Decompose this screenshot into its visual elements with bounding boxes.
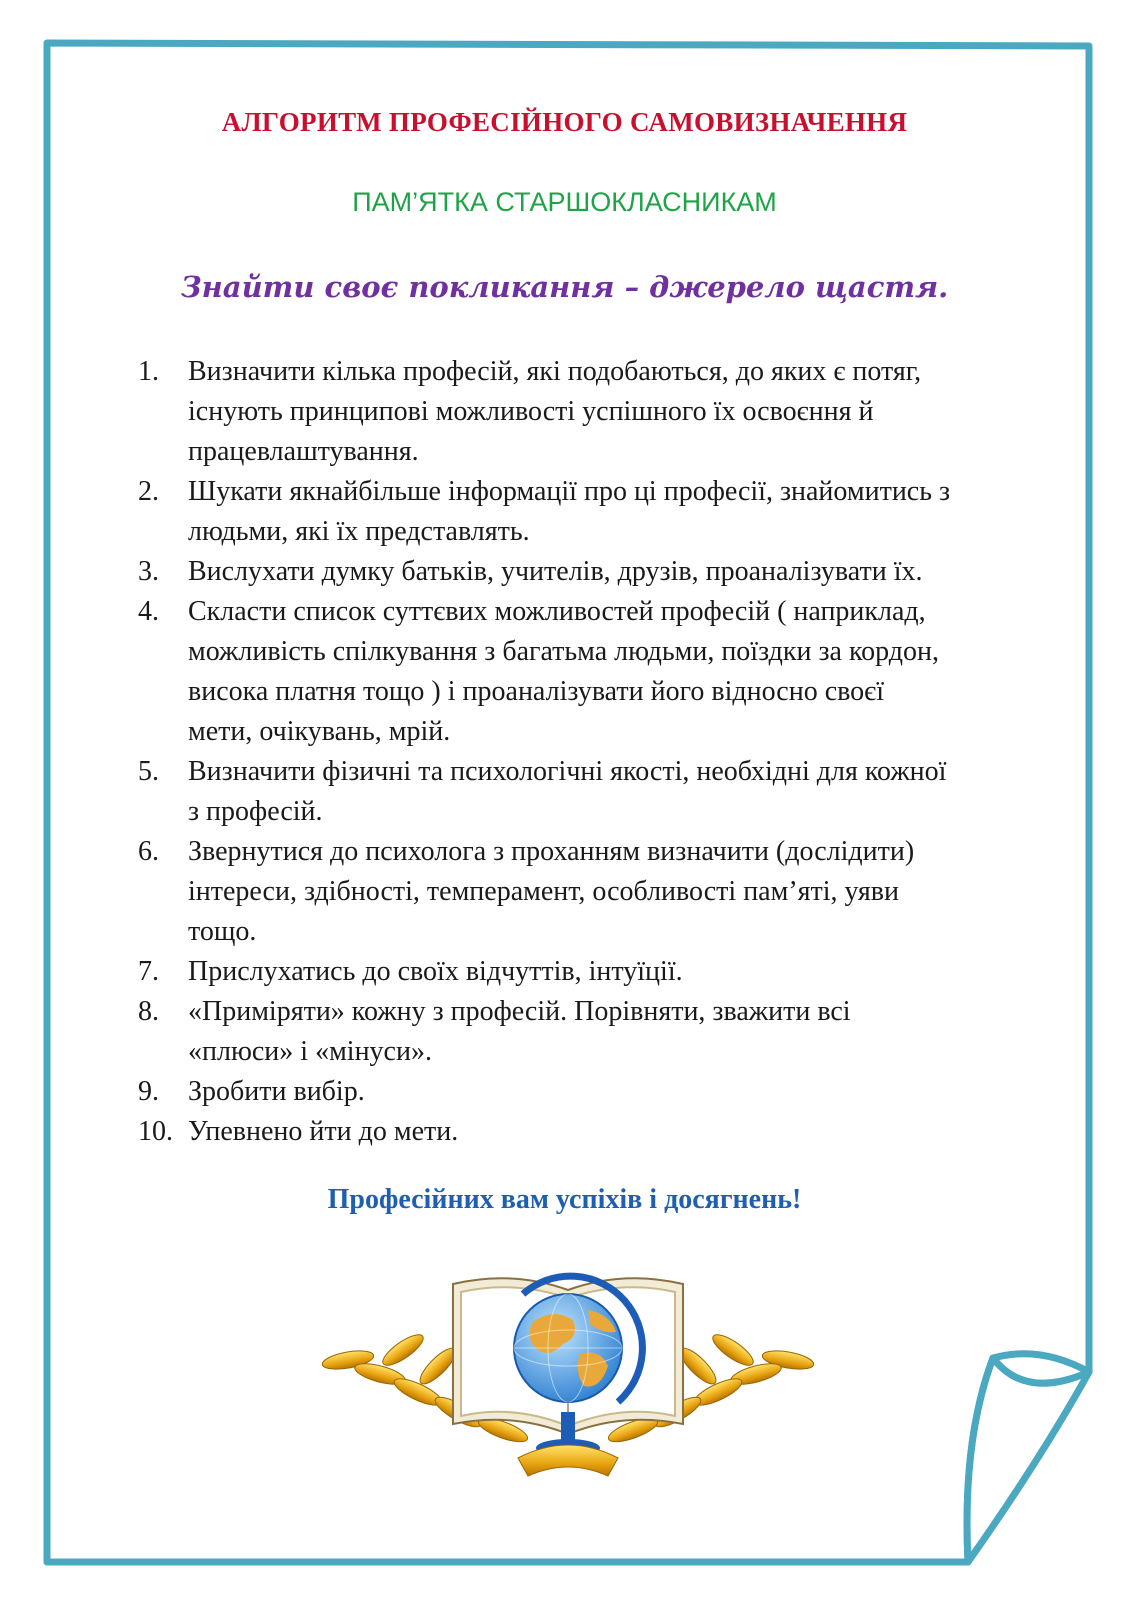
page-subtitle: ПАМ’ЯТКА СТАРШОКЛАСНИКАМ bbox=[352, 187, 777, 217]
step-number: 2. bbox=[138, 476, 159, 507]
step-line: Вислухати думку батьків, учителів, друзів, проаналізувати їх. bbox=[188, 556, 923, 587]
step-number: 5. bbox=[138, 756, 159, 787]
step-line: працевлаштування. bbox=[188, 436, 419, 467]
motto: Знайти своє покликання – джерело щастя. bbox=[180, 270, 949, 304]
step-line: Визначити кілька професій, які подобаються, до яких є потяг, bbox=[188, 356, 922, 387]
page-curl bbox=[967, 1358, 1089, 1562]
step-item bbox=[138, 1072, 1018, 1112]
step-item bbox=[138, 952, 1018, 992]
step-line: Скласти список суттєвих можливостей професій ( наприклад, bbox=[188, 596, 926, 627]
step-line: тощо. bbox=[188, 916, 257, 947]
step-line: можливість спілкування з багатьма людьми, поїздки за кордон, bbox=[188, 636, 940, 667]
globe-book-laurel-icon bbox=[318, 1262, 818, 1482]
step-item bbox=[138, 992, 1018, 1072]
step-number: 10. bbox=[138, 1116, 173, 1147]
globe bbox=[514, 1294, 622, 1402]
step-item bbox=[138, 592, 1018, 752]
step-number: 4. bbox=[138, 596, 159, 627]
step-line: людьми, які їх представлять. bbox=[188, 516, 530, 547]
step-line: Зробити вибір. bbox=[188, 1076, 365, 1107]
step-line: мети, очікувань, мрій. bbox=[188, 716, 451, 747]
step-item bbox=[138, 552, 1018, 592]
step-item bbox=[138, 352, 1018, 472]
step-line: Прислухатись до своїх відчуттів, інтуїції. bbox=[188, 956, 683, 987]
page-title: АЛГОРИТМ ПРОФЕСІЙНОГО САМОВИЗНАЧЕННЯ bbox=[221, 107, 908, 137]
step-line: існують принципові можливості успішного їх освоєння й bbox=[188, 396, 874, 427]
step-number: 3. bbox=[138, 556, 159, 587]
step-number: 8. bbox=[138, 996, 159, 1027]
step-item bbox=[138, 832, 1018, 952]
ribbon bbox=[518, 1445, 618, 1476]
steps-list bbox=[138, 352, 1018, 1152]
step-number: 9. bbox=[138, 1076, 159, 1107]
step-line: Визначити фізичні та психологічні якості, необхідні для кожної bbox=[188, 756, 947, 787]
step-line: висока платня тощо ) і проаналізувати його відносно своєї bbox=[188, 676, 884, 707]
step-number: 6. bbox=[138, 836, 159, 867]
step-line: Шукати якнайбільше інформації про ці професії, знайомитись з bbox=[188, 476, 951, 507]
step-line: Звернутися до психолога з проханням визначити (дослідити) bbox=[188, 836, 915, 867]
step-line: Упевнено йти до мети. bbox=[188, 1116, 459, 1147]
step-line: «Приміряти» кожну з професій. Порівняти, зважити всі bbox=[188, 996, 851, 1027]
step-number: 1. bbox=[138, 356, 159, 387]
step-item bbox=[138, 752, 1018, 832]
step-number: 7. bbox=[138, 956, 159, 987]
step-line: «плюси» і «мінуси». bbox=[188, 1036, 432, 1067]
closing-wish: Професійних вам успіхів і досягнень! bbox=[327, 1184, 802, 1215]
step-item bbox=[138, 1112, 1018, 1152]
step-line: з професій. bbox=[188, 796, 323, 827]
step-line: інтереси, здібності, темперамент, особливості пам’яті, уяви bbox=[188, 876, 899, 907]
step-item bbox=[138, 472, 1018, 552]
